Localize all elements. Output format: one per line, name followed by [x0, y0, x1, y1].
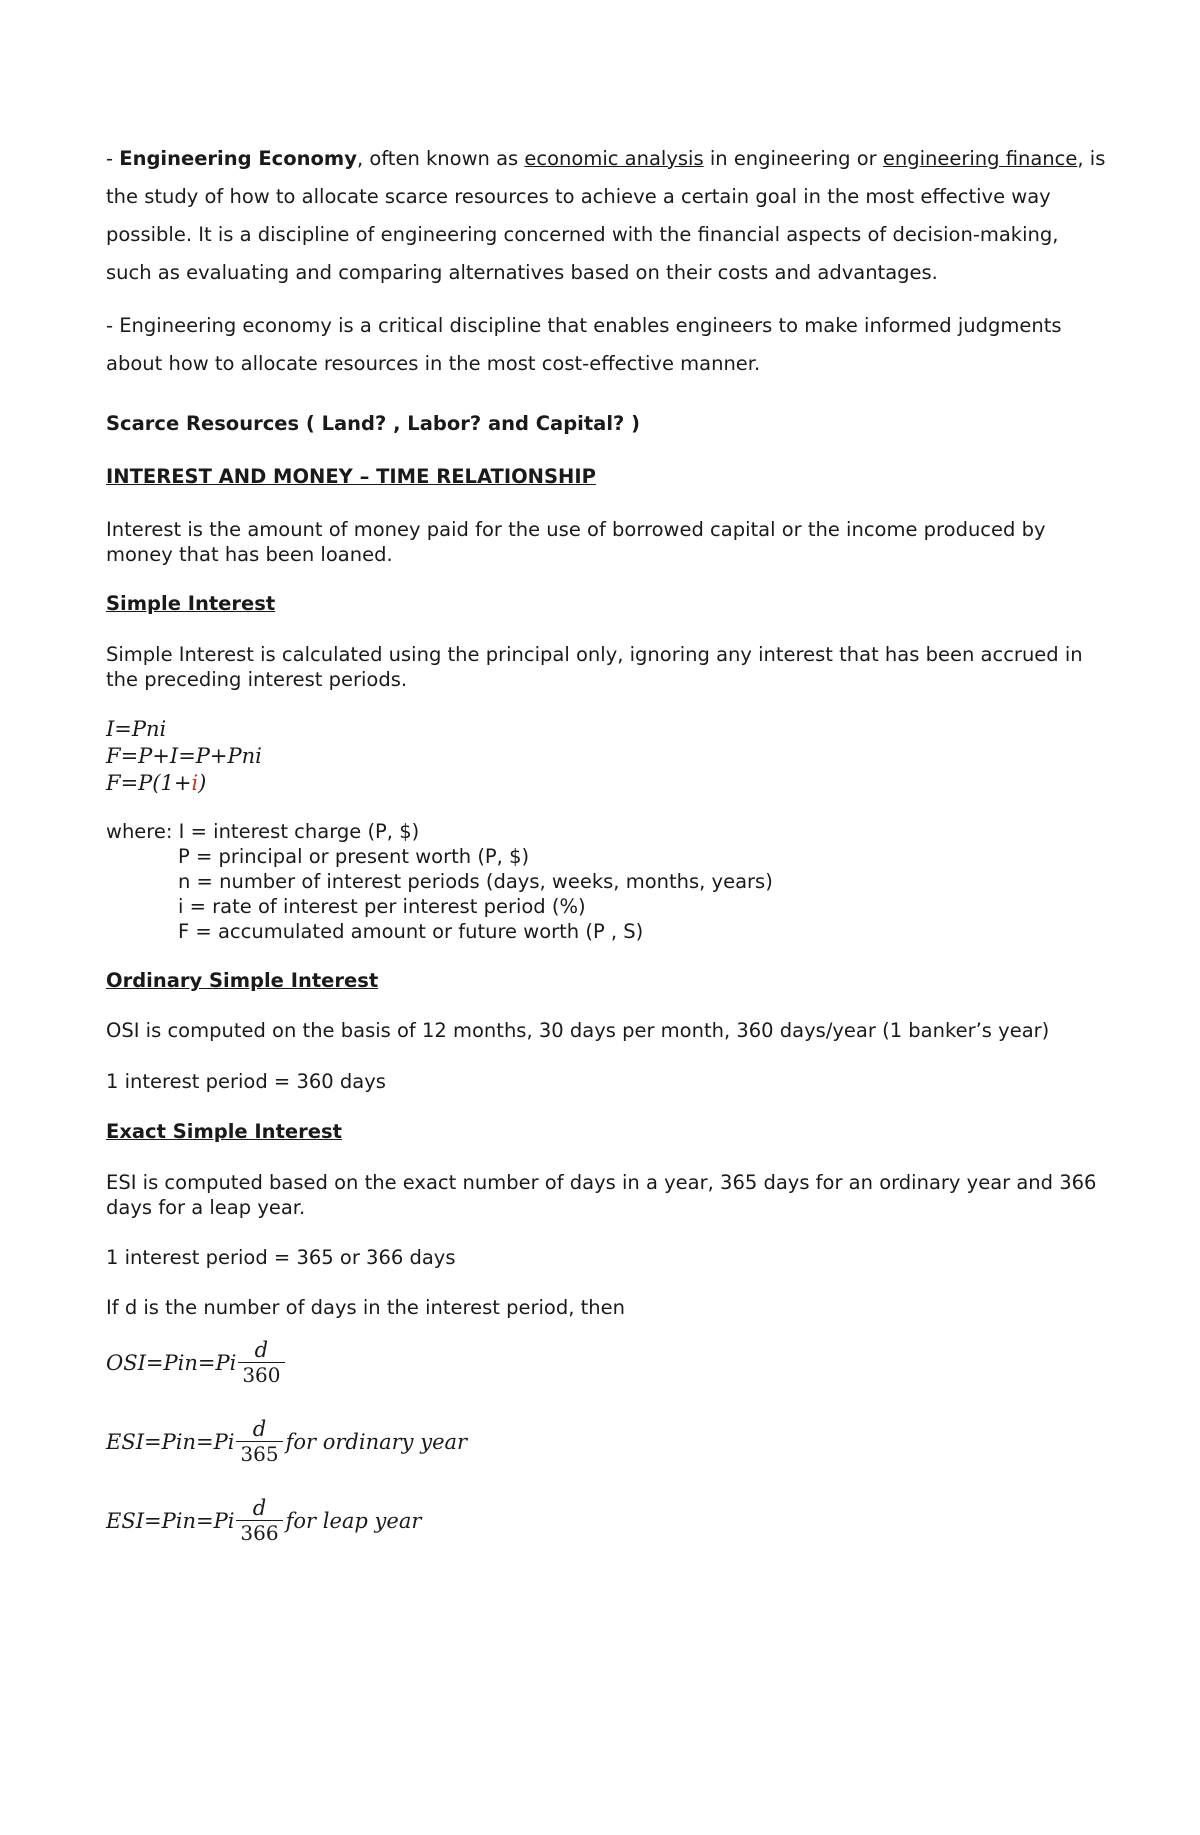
second-line-2: about how to allocate resources in the most cost-effective manner. [106, 352, 761, 375]
intro-line-4: such as evaluating and comparing alternatives based on their costs and advantages. [106, 261, 938, 284]
osi-denominator: 360 [238, 1362, 284, 1387]
engineering-finance-link[interactable]: engineering finance [882, 147, 1078, 170]
where-item: I = interest charge (P, $) [178, 820, 420, 843]
esi-leap-numerator: d [252, 1496, 267, 1520]
esi-ordinary-numerator: d [252, 1417, 267, 1441]
esi-ordinary-suffix: for ordinary year [285, 1429, 468, 1454]
days-statement: If d is the number of days in the interest period, then [106, 1296, 625, 1319]
exact-description [106, 1170, 1096, 1220]
simple-line-1: Simple Interest is calculated using the principal only, ignoring any interest that has been accrued in [106, 643, 1083, 666]
where-row-1 [106, 819, 1096, 844]
esi-leap-suffix: for leap year [285, 1508, 422, 1533]
esi-ordinary-denominator: 365 [236, 1441, 282, 1466]
formula3-pre: F=P(1+ [106, 771, 192, 795]
simple-line-2: the preceding interest periods. [106, 668, 408, 691]
ordinary-simple-interest-heading: Ordinary Simple Interest [106, 969, 379, 992]
esi-ordinary-equation [106, 1417, 1096, 1466]
intro-after-term: , often known as [356, 147, 525, 170]
where-row-5: F = accumulated amount or future worth (P , S) [178, 920, 644, 943]
interest-def-line-1: Interest is the amount of money paid for the use of borrowed capital or the income produced by [106, 518, 1046, 541]
esi-ordinary-fraction [236, 1417, 282, 1466]
exact-simple-interest-heading: Exact Simple Interest [106, 1120, 342, 1143]
esi-leap-denominator: 366 [236, 1520, 282, 1545]
intro-dash: - [106, 147, 120, 170]
osi-numerator: d [254, 1338, 269, 1362]
esi-ordinary-lhs: ESI=Pin=Pi [106, 1429, 235, 1454]
esi-leap-fraction [236, 1496, 282, 1545]
document-page [106, 140, 1106, 1545]
interest-definition [106, 517, 1096, 567]
ordinary-description: OSI is computed on the basis of 12 months, 30 days per month, 360 days/year (1 banker’s year) [106, 1019, 1050, 1042]
formula-future-sum: F=P+I=P+Pni [106, 744, 262, 768]
intro-mid: in engineering or [703, 147, 883, 170]
intro-line-3: possible. It is a discipline of engineering concerned with the financial aspects of decision-making, [106, 223, 1059, 246]
where-row-3: n = number of interest periods (days, weeks, months, years) [178, 870, 773, 893]
where-label: where: [106, 820, 179, 843]
where-definitions [106, 819, 1096, 944]
simple-interest-heading: Simple Interest [106, 592, 276, 615]
where-row-4: i = rate of interest per interest period (%) [178, 895, 586, 918]
scarce-resources-heading: Scarce Resources ( Land? , Labor? and Capital? ) [106, 412, 641, 435]
economic-analysis-link[interactable]: economic analysis [524, 147, 704, 170]
osi-lhs: OSI=Pin=Pi [106, 1350, 237, 1375]
second-paragraph [106, 307, 1096, 383]
simple-interest-formulas [106, 716, 1096, 797]
esi-leap-lhs: ESI=Pin=Pi [106, 1508, 235, 1533]
exact-line-1: ESI is computed based on the exact number of days in a year, 365 days for an ordinary year and 366 [106, 1171, 1097, 1194]
osi-equation [106, 1338, 1096, 1387]
formula3-post: ) [198, 771, 207, 795]
intro-term: Engineering Economy [119, 147, 357, 170]
ordinary-period: 1 interest period = 360 days [106, 1070, 386, 1093]
where-row-2: P = principal or present worth (P, $) [178, 845, 530, 868]
intro-line-2: the study of how to allocate scarce resources to achieve a certain goal in the most effective way [106, 185, 1051, 208]
second-line-1: - Engineering economy is a critical discipline that enables engineers to make informed judgments [106, 314, 1062, 337]
formula3-rate: i [191, 771, 199, 795]
formula-interest: I=Pni [106, 717, 167, 741]
intro-comma: , is [1077, 147, 1106, 170]
interest-money-heading: INTEREST AND MONEY – TIME RELATIONSHIP [106, 465, 596, 488]
osi-fraction [238, 1338, 284, 1387]
interest-def-line-2: money that has been loaned. [106, 543, 393, 566]
exact-line-2: days for a leap year. [106, 1196, 306, 1219]
exact-period: 1 interest period = 365 or 366 days [106, 1246, 456, 1269]
formula-future-factor [106, 770, 1096, 797]
esi-leap-equation [106, 1496, 1096, 1545]
simple-interest-description [106, 642, 1096, 692]
intro-paragraph [106, 140, 1106, 292]
